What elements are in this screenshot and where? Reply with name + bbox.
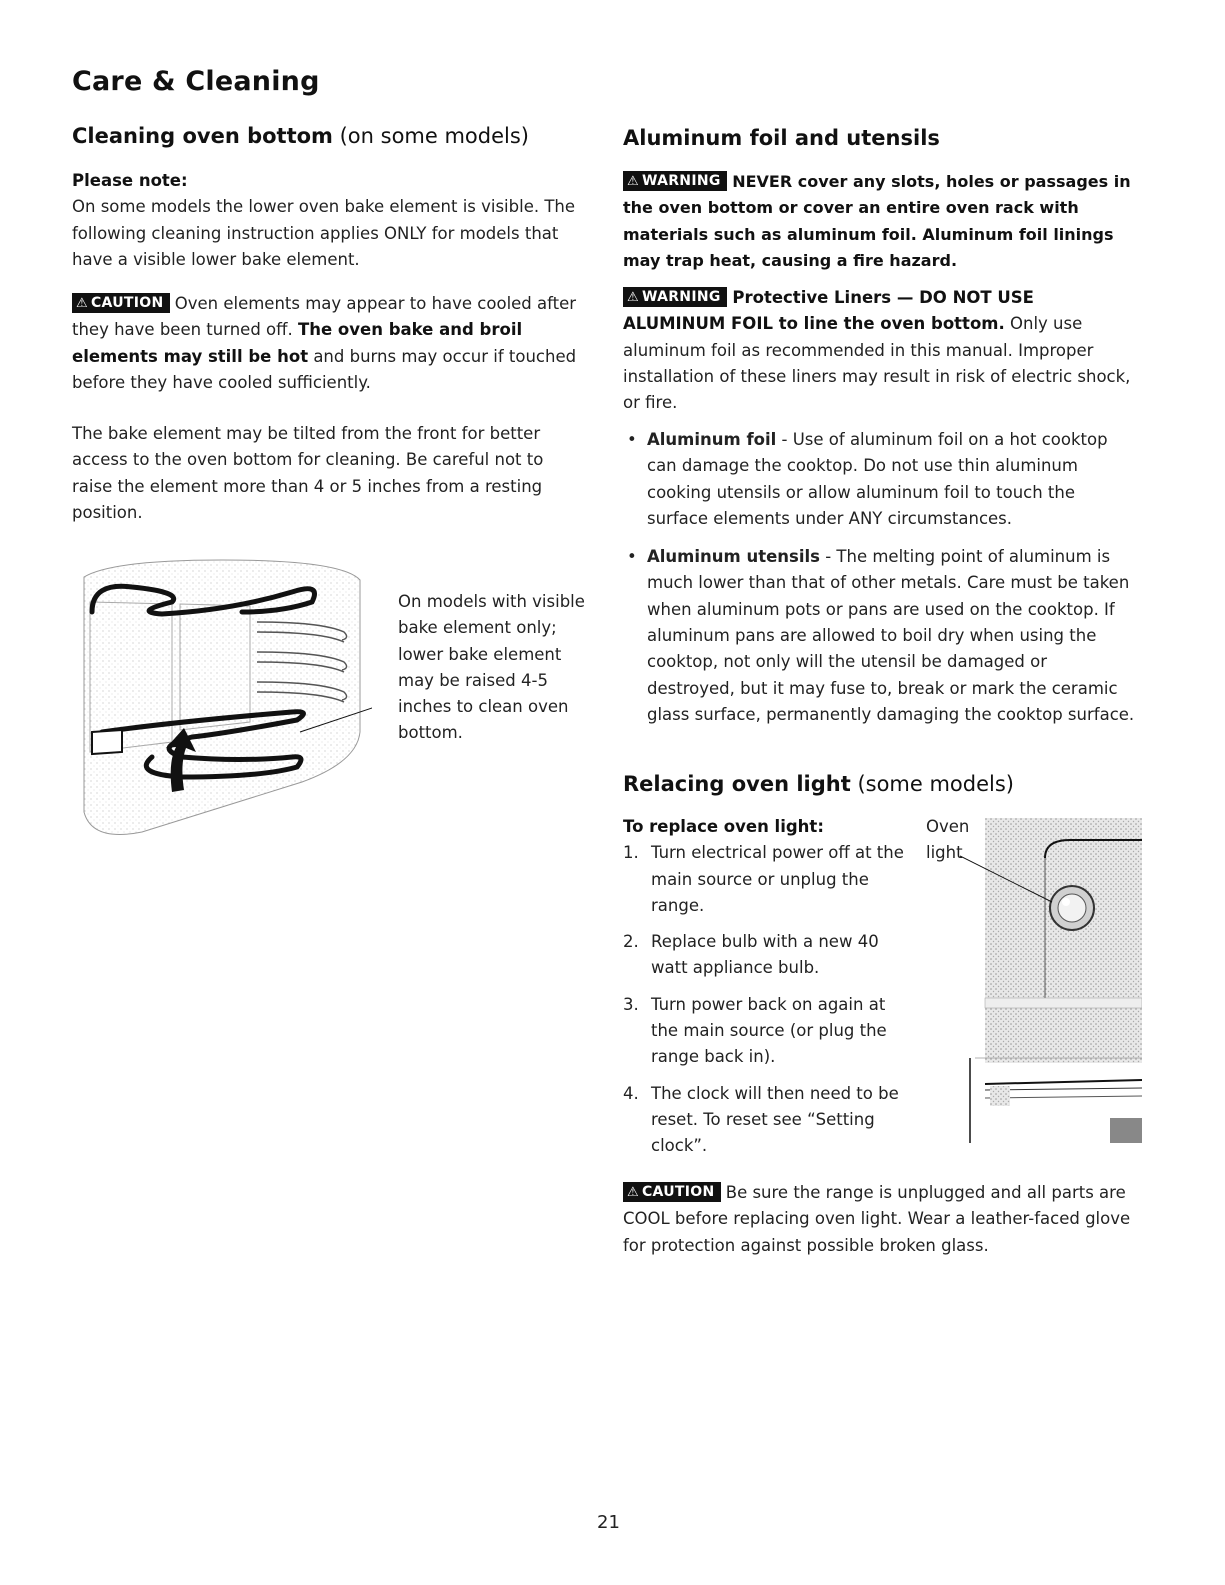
replace-label: To replace oven light:: [623, 817, 824, 836]
warning-block-2: ⚠ WARNING Protective Liners — DO NOT USE ALUMINUM FOIL to line the oven bottom. Only use aluminum foil as recommended in this manual. Improper installation of these liners may result in risk of electric shock, or fire.: [623, 288, 1131, 413]
list-item: • Aluminum foil - Use of aluminum foil on a hot cooktop can damage the cooktop. Do not use thin aluminum cooking utensils or allow aluminum foil to touch the surface elements under ANY circumstances.: [623, 427, 1138, 532]
caution-block-left: ⚠ CAUTION Oven elements may appear to have cooled after they have been turned off. The oven bake and broil elements may still be hot and burns may occur if touched before they have cooled sufficiently.: [72, 294, 577, 392]
tilt-element-text: The bake element may be tilted from the front for better access to the oven bottom for cleaning. Be careful not to raise the element more than 4 or 5 inches from a resting position.: [72, 424, 544, 522]
cleaning-oven-bottom-title: Cleaning oven bottom (on some models): [72, 124, 530, 148]
oven-light-illustration: [960, 818, 1142, 1148]
warning-badge: ⚠ WARNING: [623, 287, 727, 307]
warning-triangle-icon: ⚠: [627, 1185, 639, 1200]
list-item: 4. The clock will then need to be reset. To reset see “Setting clock”.: [623, 1083, 899, 1156]
bullet-icon: •: [627, 430, 637, 449]
page-heading: Care & Cleaning: [72, 66, 320, 97]
warning-badge: ⚠ WARNING: [623, 171, 727, 191]
list-item: • Aluminum utensils - The melting point of aluminum is much lower than that of other metals. Care must be taken when aluminum pots or pans are used on the cooktop. If aluminum pans are allowed to boil dry when using the cooktop, not only will the utensil be damaged or destroyed, but it may fuse to, break or mark the ceramic glass surface, permanently damaging the cooktop surface.: [623, 544, 1138, 728]
page-number: 21: [597, 1512, 620, 1533]
warning-block-1: ⚠ WARNING NEVER cover any slots, holes or passages in the oven bottom or cover an entire oven rack with materials such as aluminum foil. Aluminum foil linings may trap heat, causing a fire hazard.: [623, 172, 1131, 270]
warning-triangle-icon: ⚠: [627, 174, 639, 189]
bullet-icon: •: [627, 547, 637, 567]
please-note-label: Please note:: [72, 171, 188, 190]
figure-caption-bake-element: On models with visible bake element only; lower bake element may be raised 4-5 inches to clean oven bottom.: [398, 592, 585, 743]
aluminum-foil-title: Aluminum foil and utensils: [623, 126, 940, 150]
warning-triangle-icon: ⚠: [76, 296, 88, 311]
please-note-section: [72, 168, 588, 273]
aluminum-bullets: [623, 427, 1138, 740]
caution-badge: ⚠ CAUTION: [623, 1182, 721, 1202]
caution-badge: ⚠ CAUTION: [72, 293, 170, 313]
caution-block-right: ⚠ CAUTION Be sure the range is unplugged and all parts are COOL before replacing oven light. Wear a leather-faced glove for protection against possible broken glass.: [623, 1183, 1131, 1255]
warning-triangle-icon: ⚠: [627, 290, 639, 305]
please-note-text: On some models the lower oven bake element is visible. The following cleaning instruction applies ONLY for models that have a visible lower bake element.: [72, 197, 576, 269]
oven-light-label: Oven light: [926, 817, 970, 863]
list-item: 3. Turn power back on again at the main source (or plug the range back in).: [623, 994, 887, 1067]
list-item: 1. Turn electrical power off at the main source or unplug the range.: [623, 843, 904, 915]
oven-light-title: Relacing oven light (some models): [623, 772, 1014, 796]
oven-bake-element-illustration: [72, 552, 372, 842]
replace-light-steps: [623, 814, 913, 1170]
list-item: 2. Replace bulb with a new 40 watt appliance bulb.: [623, 932, 879, 978]
